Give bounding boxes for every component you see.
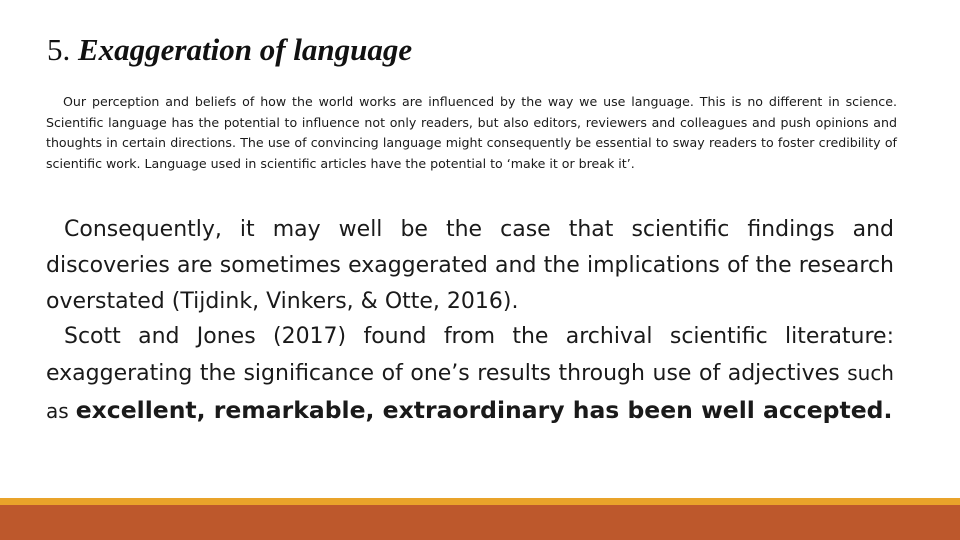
paragraph-scott-jones-lead: Scott and Jones (2017) found from the archival scientific literature: exaggerating the significance of one’s results through use of adjectives xyxy=(46,324,894,386)
paragraph-consequently: Consequently, it may well be the case that scientific findings and discoveries are sometimes exaggerated and the implications of the research overstated (Tijdink, Vinkers, & Otte, 2016). xyxy=(46,217,894,314)
paragraph-intro: Our perception and beliefs of how the world works are influenced by the way we use language. This is no different in science. Scientific language has the potential to influence not only readers, but also editors, reviewers and colleagues and push opinions and thoughts in certain directions. The use of convincing language might consequently be essential to sway readers to foster credibility of scientific work. Language used in scientific articles have the potential to ‘make it or break it’. xyxy=(46,94,897,171)
footer-accent-band xyxy=(0,498,960,505)
paragraph-such-as: such as xyxy=(46,361,894,423)
paragraph-emphasis: excellent, remarkable, extraordinary has been well accepted. xyxy=(75,396,893,424)
paragraph-scott-jones xyxy=(46,319,894,430)
footer-band xyxy=(0,505,960,540)
slide-title-text: Exaggeration of language xyxy=(78,32,413,67)
slide-title xyxy=(47,30,412,70)
slide-title-number: 5. xyxy=(47,32,71,67)
